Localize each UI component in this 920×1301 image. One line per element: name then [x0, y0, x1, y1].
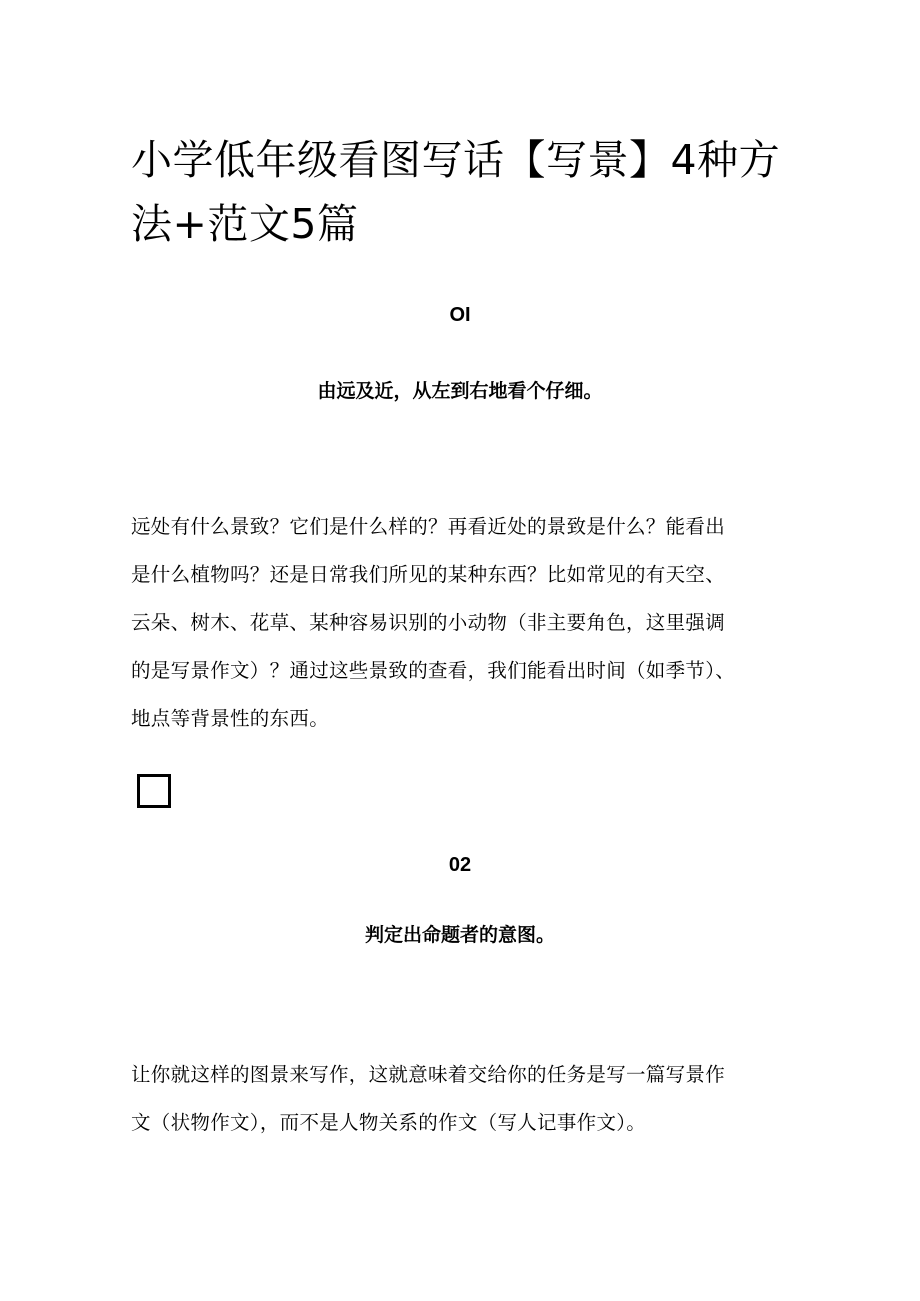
paragraph-line: 文（状物作文），而不是人物关系的作文（写人记事作文）。 — [131, 1111, 647, 1134]
paragraph-line: 远处有什么景致？它们是什么样的？再看近处的景致是什么？能看出 — [131, 515, 726, 538]
paragraph-line: 让你就这样的图景来写作，这就意味着交给你的任务是写一篇写景作 — [131, 1063, 726, 1086]
paragraph-line: 的是写景作文）？通过这些景致的查看，我们能看出时间（如季节）、 — [131, 659, 736, 682]
title-line-2: 法+范文5篇 — [131, 200, 359, 248]
section-number-2: 02 — [448, 854, 472, 876]
section-paragraph-1 — [131, 503, 806, 743]
paragraph-line: 地点等背景性的东西。 — [131, 707, 330, 730]
section-number-1: OI — [449, 304, 471, 326]
section-heading-1: 由远及近，从左到右地看个仔细。 — [317, 380, 603, 402]
empty-square-icon — [137, 774, 171, 808]
paragraph-line: 是什么植物吗？还是日常我们所见的某种东西？比如常见的有天空、 — [131, 563, 726, 586]
document-title — [131, 128, 811, 256]
paragraph-line: 云朵、树木、花草、某种容易识别的小动物（非主要角色，这里强调 — [131, 611, 726, 634]
section-paragraph-2 — [131, 1051, 806, 1147]
section-heading-2: 判定出命题者的意图。 — [364, 924, 555, 946]
title-line-1: 小学低年级看图写话【写景】4种方 — [131, 136, 781, 184]
